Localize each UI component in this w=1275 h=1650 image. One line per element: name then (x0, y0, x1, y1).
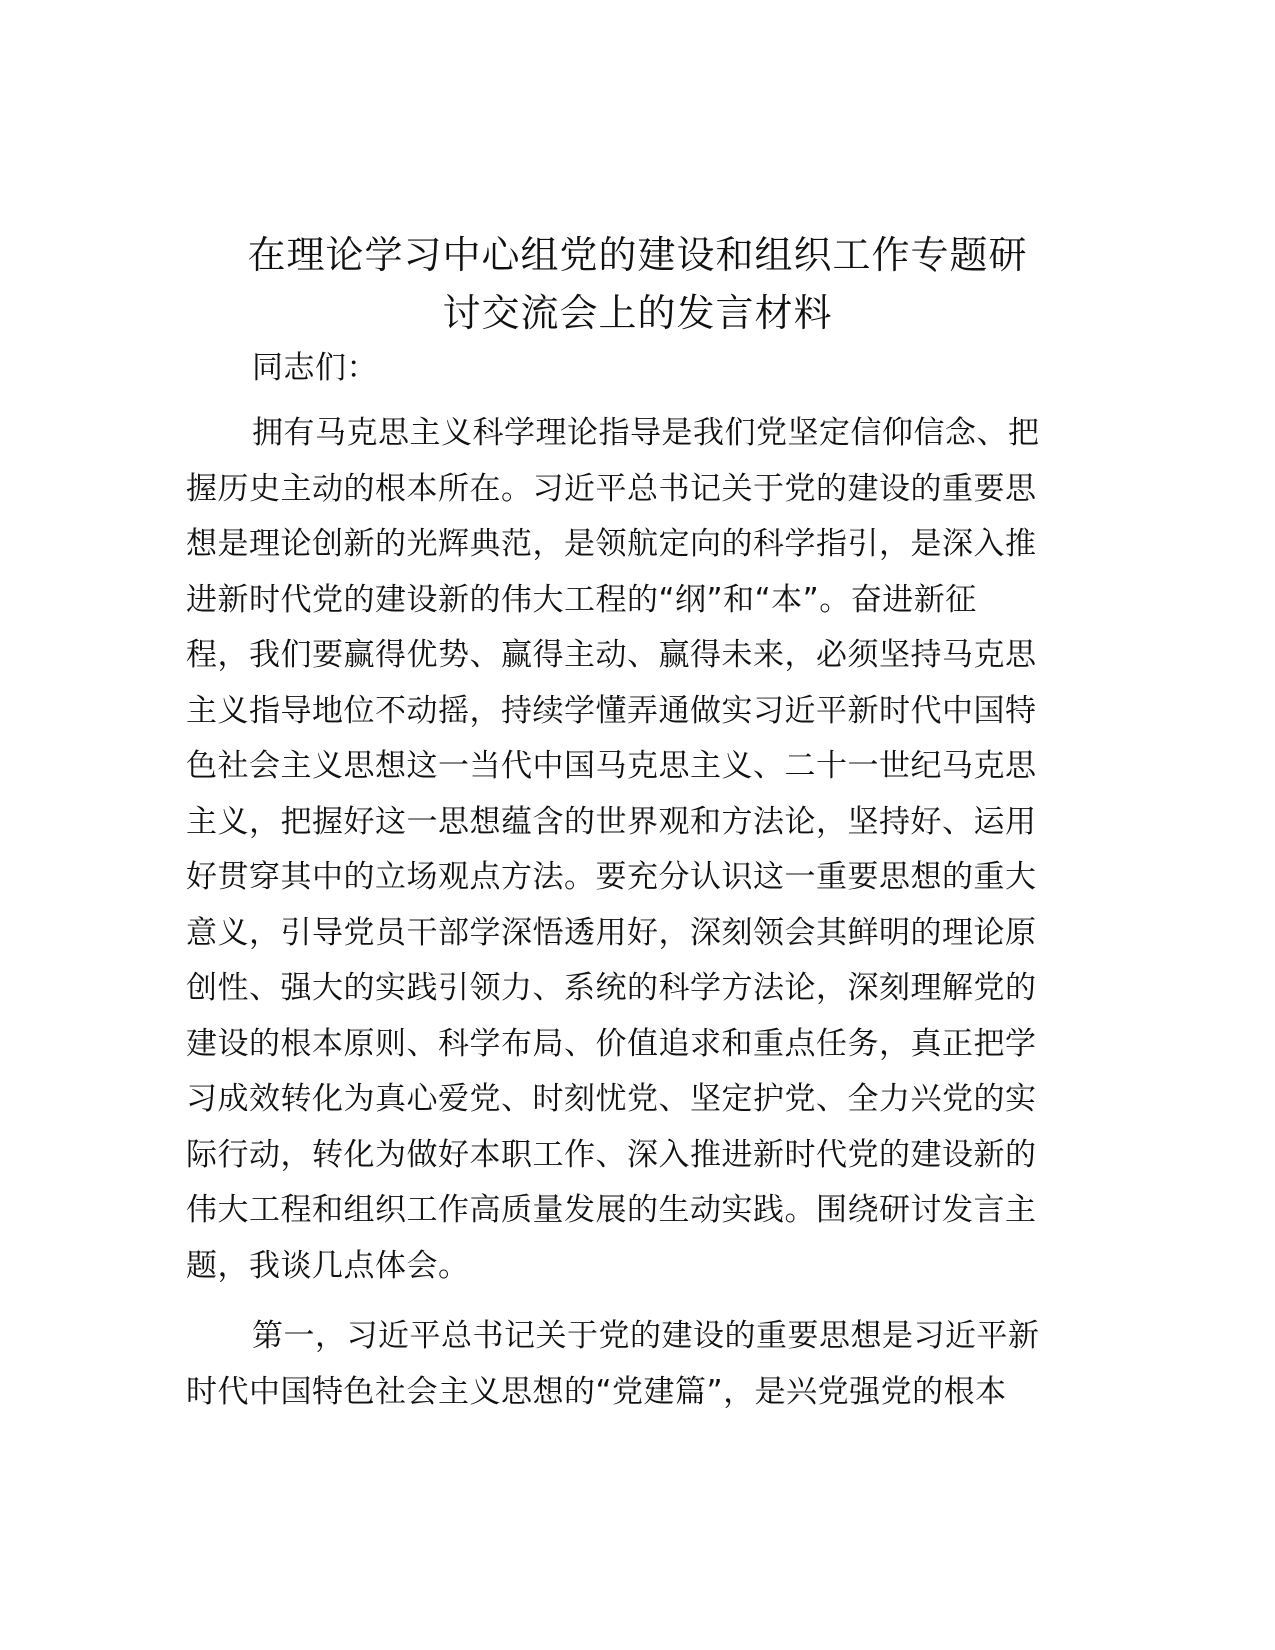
salutation: 同志们： (252, 350, 378, 386)
paragraph-1-line: 际行动，转化为做好本职工作、深入推进新时代党的建设新的 (186, 1137, 1037, 1173)
paragraph-1-line: 拥有马克思主义科学理论指导是我们党坚定信仰信念、把 (252, 415, 1040, 451)
paragraph-1-line: 题，我谈几点体会。 (186, 1248, 470, 1284)
paragraph-1-line: 伟大工程和组织工作高质量发展的生动实践。围绕研讨发言主 (186, 1192, 1037, 1228)
paragraph-1-line: 意义，引导党员干部学深悟透用好，深刻领会其鲜明的理论原 (186, 915, 1037, 951)
paragraph-1-line: 进新时代党的建设新的伟大工程的“纲”和“本”。奋进新征 (186, 582, 977, 618)
paragraph-1-line: 程，我们要赢得优势、赢得主动、赢得未来，必须坚持马克思 (186, 637, 1037, 673)
paragraph-2-line: 时代中国特色社会主义思想的“党建篇”，是兴党强党的根本 (186, 1374, 1007, 1410)
paragraph-1-line: 主义，把握好这一思想蕴含的世界观和方法论，坚持好、运用 (186, 804, 1037, 840)
paragraph-1-line: 习成效转化为真心爱党、时刻忧党、坚定护党、全力兴党的实 (186, 1081, 1037, 1117)
paragraph-1-line: 好贯穿其中的立场观点方法。要充分认识这一重要思想的重大 (186, 859, 1037, 895)
title-line-2: 讨交流会上的发言材料 (442, 291, 833, 335)
paragraph-1-line: 建设的根本原则、科学布局、价值追求和重点任务，真正把学 (186, 1026, 1037, 1062)
paragraph-1-line: 握历史主动的根本所在。习近平总书记关于党的建设的重要思 (186, 471, 1037, 507)
paragraph-2-line: 第一，习近平总书记关于党的建设的重要思想是习近平新 (252, 1318, 1040, 1354)
paragraph-1-line: 想是理论创新的光辉典范，是领航定向的科学指引，是深入推 (186, 526, 1037, 562)
paragraph-1-line: 主义指导地位不动摇，持续学懂弄通做实习近平新时代中国特 (186, 693, 1037, 729)
paragraph-1-line: 色社会主义思想这一当代中国马克思主义、二十一世纪马克思 (186, 748, 1037, 784)
title-line-1: 在理论学习中心组党的建设和组织工作专题研 (247, 233, 1028, 277)
paragraph-1-line: 创性、强大的实践引领力、系统的科学方法论，深刻理解党的 (186, 970, 1037, 1006)
document-title (150, 226, 1125, 342)
